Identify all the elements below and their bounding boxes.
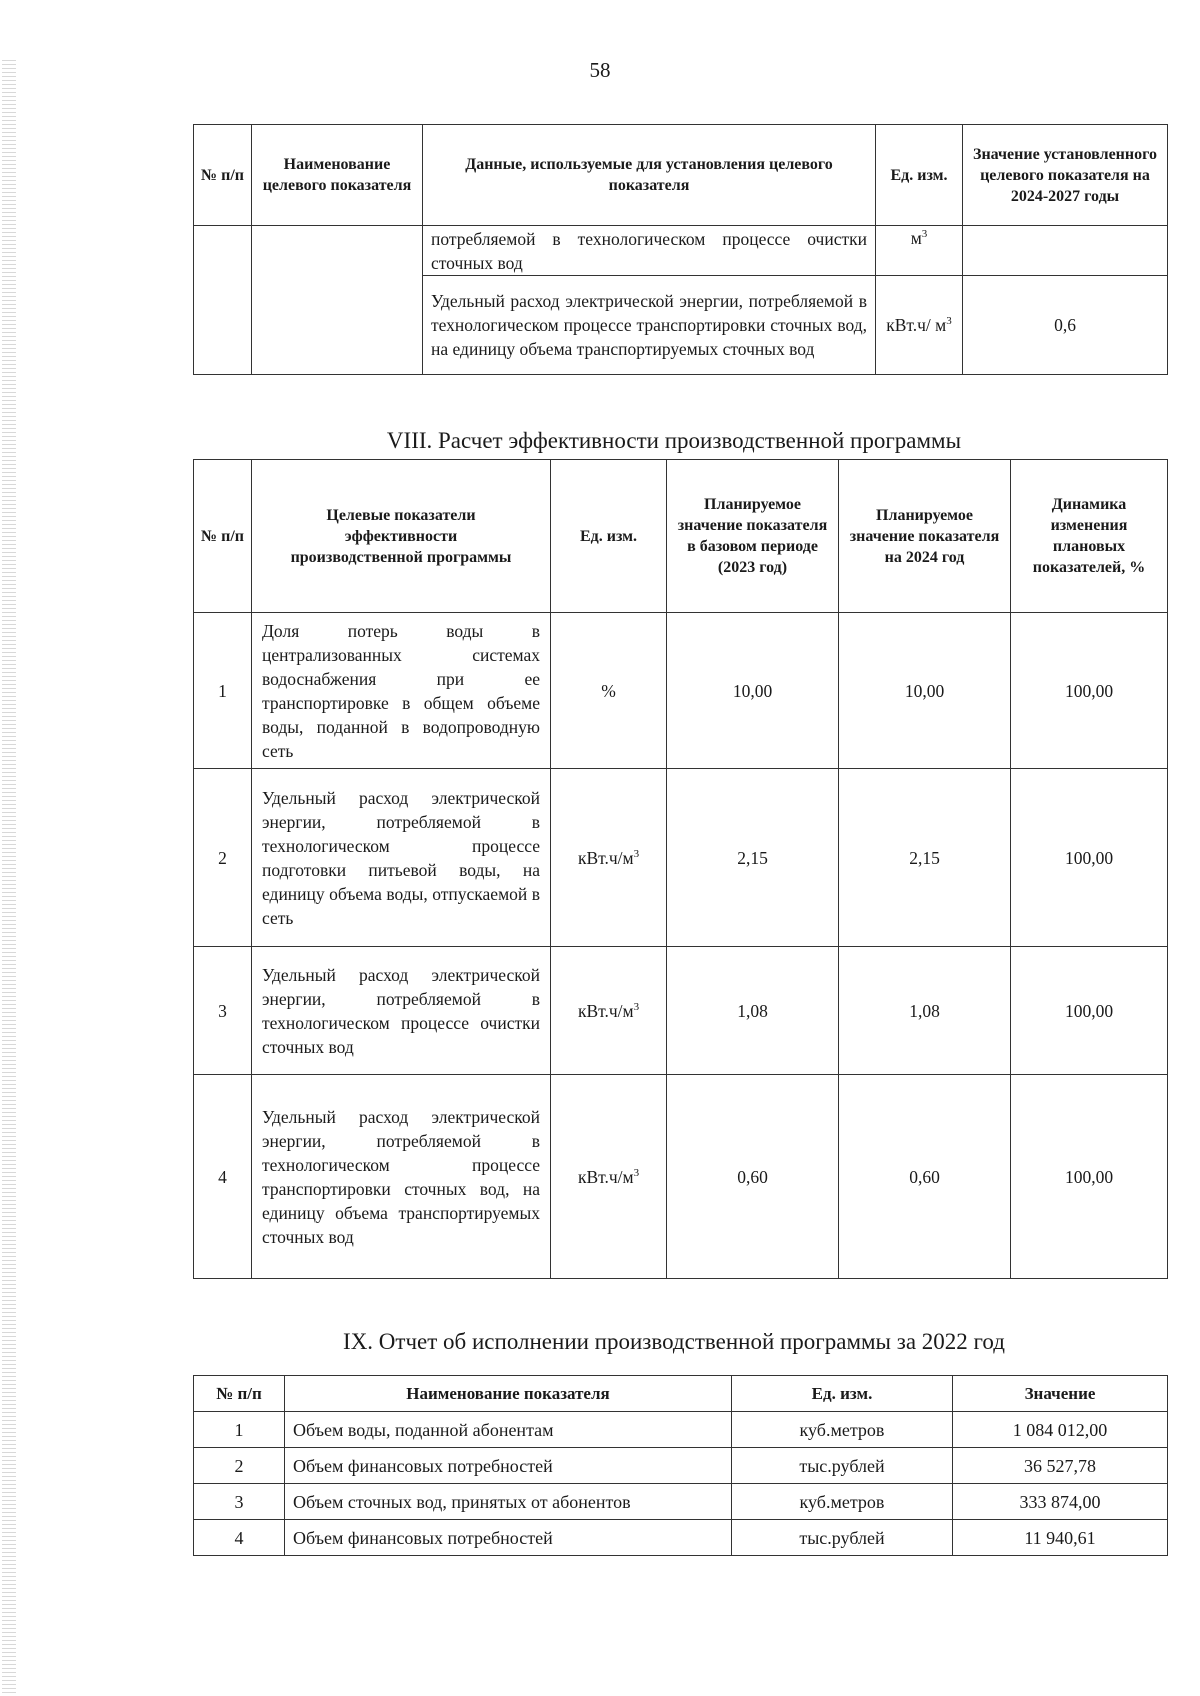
cell-base: 10,00 xyxy=(667,613,839,769)
cell-unit: $кВт.ч/м^3$ xyxy=(551,947,667,1075)
cell-unit: $м^3$ xyxy=(876,226,963,276)
cell-name: Объем воды, поданной абонентам xyxy=(285,1412,732,1448)
cell-name: Удельный расход электрической энергии, потребляемой в технологическом процессе очистки сточных вод xyxy=(252,947,551,1075)
cell-unit: $кВт.ч/м^3$ xyxy=(551,769,667,947)
cell-num: 1 xyxy=(194,1412,285,1448)
table-header-row xyxy=(194,460,1168,613)
header-name: Целевые показатели эффективности производственной программы xyxy=(252,460,551,613)
cell-num: 4 xyxy=(194,1520,285,1556)
cell-value: 36 527,78 xyxy=(953,1448,1168,1484)
cell-plan: 0,60 xyxy=(839,1075,1011,1279)
cell-plan: 10,00 xyxy=(839,613,1011,769)
table-row xyxy=(194,1520,1168,1556)
header-unit: Ед. изм. xyxy=(876,125,963,226)
cell-name: Удельный расход электрической энергии, потребляемой в технологическом процессе подготовки питьевой воды, на единицу объема воды, отпускаемой в сеть xyxy=(252,769,551,947)
cell-value xyxy=(963,226,1168,276)
cell-num: 1 xyxy=(194,613,252,769)
cell-num: 3 xyxy=(194,947,252,1075)
header-num: № п/п xyxy=(194,460,252,613)
cell-num: 3 xyxy=(194,1484,285,1520)
table-row xyxy=(194,1412,1168,1448)
cell-unit: % xyxy=(551,613,667,769)
header-num: № п/п xyxy=(194,125,252,226)
cell-data: потребляемой в технологическом процессе очистки сточных вод xyxy=(423,226,876,276)
cell-unit: куб.метров xyxy=(732,1484,953,1520)
table-header-row xyxy=(194,125,1168,226)
table-row xyxy=(194,1484,1168,1520)
efficiency-table xyxy=(193,459,1168,1279)
cell-value: 0,6 xyxy=(963,276,1168,375)
cell-value: 333 874,00 xyxy=(953,1484,1168,1520)
cell-dynamics: 100,00 xyxy=(1011,613,1168,769)
cell-unit: куб.метров xyxy=(732,1412,953,1448)
cell-num: 2 xyxy=(194,769,252,947)
cell-data: Удельный расход электрической энергии, потребляемой в технологическом процессе транспортировки сточных вод, на единицу объема транспортируемых сточных вод xyxy=(423,276,876,375)
report-table xyxy=(193,1375,1168,1556)
section-9-title: IX. Отчет об исполнении производственной программы за 2022 год xyxy=(343,1329,1005,1354)
cell-base: 2,15 xyxy=(667,769,839,947)
page-number: 58 xyxy=(589,58,611,82)
cell-unit: $кВт.ч/м^3$ xyxy=(551,1075,667,1279)
header-base: Планируемое значение показателя в базовом периоде (2023 год) xyxy=(667,460,839,613)
target-indicators-table xyxy=(193,124,1168,375)
cell-num: 4 xyxy=(194,1075,252,1279)
cell-dynamics: 100,00 xyxy=(1011,947,1168,1075)
cell-base: 1,08 xyxy=(667,947,839,1075)
header-num: № п/п xyxy=(194,1376,285,1412)
cell-num: 2 xyxy=(194,1448,285,1484)
cell-dynamics: 100,00 xyxy=(1011,769,1168,947)
header-value: Значение установленного целевого показателя на 2024-2027 годы xyxy=(963,125,1168,226)
header-name: Наименование показателя xyxy=(285,1376,732,1412)
cell-name: Удельный расход электрической энергии, потребляемой в технологическом процессе транспортировки сточных вод, на единицу объема транспортируемых сточных вод xyxy=(252,1075,551,1279)
header-unit: Ед. изм. xyxy=(732,1376,953,1412)
header-value: Значение xyxy=(953,1376,1168,1412)
header-plan: Планируемое значение показателя на 2024 год xyxy=(839,460,1011,613)
cell-name: Объем сточных вод, принятых от абонентов xyxy=(285,1484,732,1520)
cell-num xyxy=(194,226,252,375)
cell-name xyxy=(252,226,423,375)
header-dynamics: Динамика изменения плановых показателей, % xyxy=(1011,460,1168,613)
cell-plan: 2,15 xyxy=(839,769,1011,947)
cell-dynamics: 100,00 xyxy=(1011,1075,1168,1279)
table-row xyxy=(194,947,1168,1075)
cell-name: Доля потерь воды в централизованных системах водоснабжения при ее транспортировке в общем объеме воды, поданной в водопроводную сеть xyxy=(252,613,551,769)
cell-name: Объем финансовых потребностей xyxy=(285,1520,732,1556)
table-row xyxy=(194,1075,1168,1279)
table-header-row xyxy=(194,1376,1168,1412)
header-name: Наименование целевого показателя xyxy=(252,125,423,226)
cell-unit: тыс.рублей xyxy=(732,1520,953,1556)
header-data: Данные, используемые для установления целевого показателя xyxy=(423,125,876,226)
cell-base: 0,60 xyxy=(667,1075,839,1279)
section-8-title: VIII. Расчет эффективности производственной программы xyxy=(386,428,962,453)
cell-value: 11 940,61 xyxy=(953,1520,1168,1556)
table-row xyxy=(194,226,1168,276)
cell-name: Объем финансовых потребностей xyxy=(285,1448,732,1484)
scan-edge-artifact xyxy=(2,60,16,1696)
header-unit: Ед. изм. xyxy=(551,460,667,613)
table-row xyxy=(194,613,1168,769)
cell-plan: 1,08 xyxy=(839,947,1011,1075)
table-row xyxy=(194,769,1168,947)
cell-unit: кВт.ч/ $м^3$ xyxy=(876,276,963,375)
cell-value: 1 084 012,00 xyxy=(953,1412,1168,1448)
table-row xyxy=(194,1448,1168,1484)
cell-unit: тыс.рублей xyxy=(732,1448,953,1484)
